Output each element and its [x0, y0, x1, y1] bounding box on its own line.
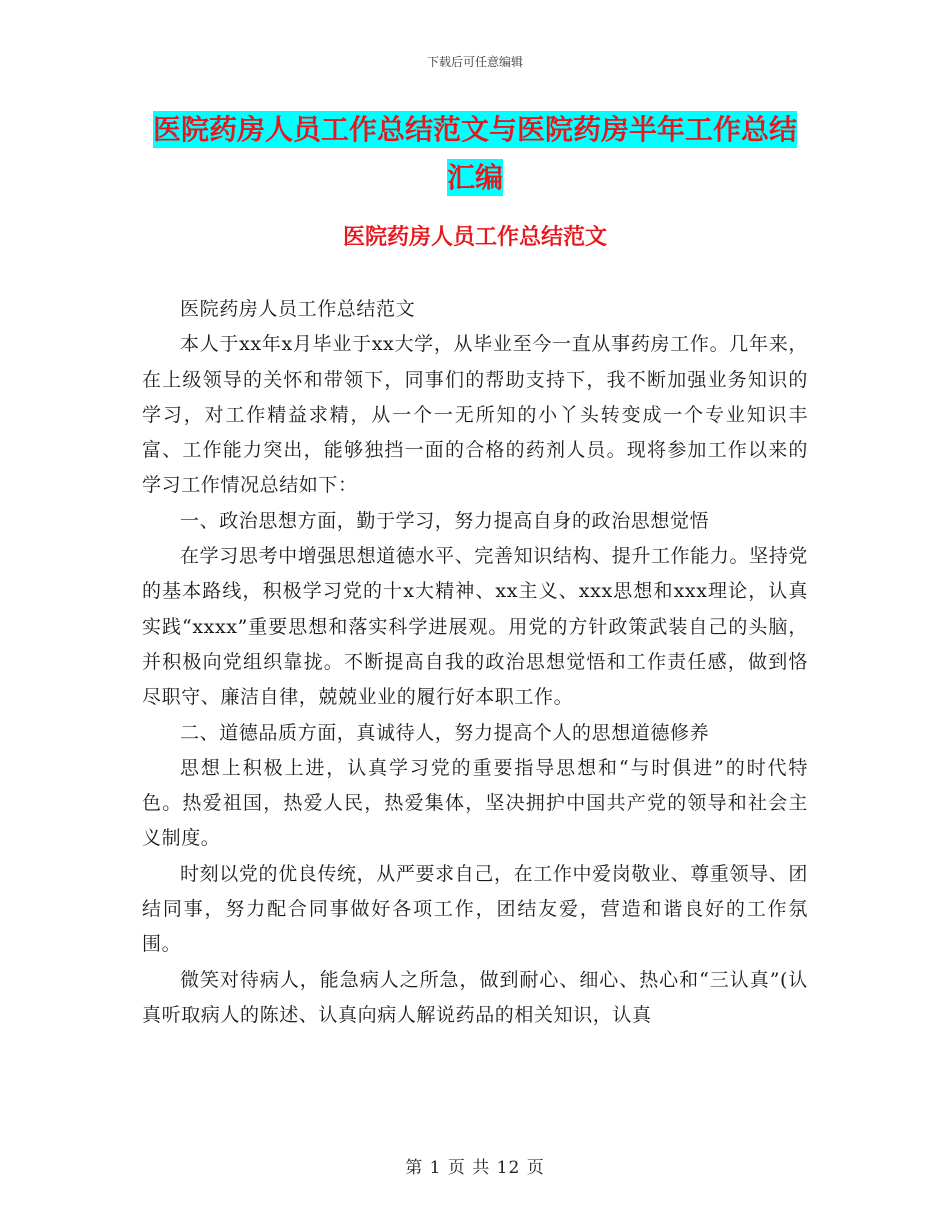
- body-paragraph: 思想上积极上进，认真学习党的重要指导思想和“与时俱进”的时代特色。热爱祖国，热爱人民，热爱集体，坚决拥护中国共产党的领导和社会主义制度。: [142, 756, 808, 850]
- document-title-line-1: 医院药房人员工作总结范文与医院药房半年工作总结: [152, 113, 797, 146]
- document-body: [142, 292, 808, 1033]
- header-note: 下载后可任意编辑: [426, 55, 523, 69]
- body-paragraph: 时刻以党的优良传统，从严要求自己，在工作中爱岗敬业、尊重领导、团结同事，努力配合同事做好各项工作，团结友爱，营造和谐良好的工作氛围。: [142, 862, 808, 956]
- document-title-line-2: 汇编: [446, 161, 503, 194]
- body-paragraph: 二、道德品质方面，真诚待人，努力提高个人的思想道德修养: [180, 721, 710, 744]
- body-paragraph: 微笑对待病人，能急病人之所急，做到耐心、细心、热心和“三认真”(认真听取病人的陈述、认真向病人解说药品的相关知识，认真: [142, 968, 808, 1026]
- body-paragraph: 一、政治思想方面，勤于学习，努力提高自身的政治思想觉悟: [180, 509, 710, 532]
- page-number: 第 1 页 共 12 页: [405, 1158, 545, 1178]
- document-title: [140, 106, 810, 202]
- body-paragraph: 本人于xx年x月毕业于xx大学，从毕业至今一直从事药房工作。几年来，在上级领导的关怀和带领下，同事们的帮助支持下，我不断加强业务知识的学习，对工作精益求精，从一个一无所知的小丫头转变成一个专业知识丰富、工作能力突出，能够独挡一面的合格的药剂人员。现将参加工作以来的学习工作情况总结如下：: [142, 333, 808, 497]
- body-paragraph: 医院药房人员工作总结范文: [180, 298, 416, 320]
- body-paragraph: 在学习思考中增强思想道德水平、完善知识结构、提升工作能力。坚持党的基本路线，积极学习党的十x大精神、xx主义、xxx思想和xxx理论，认真实践“xxxx”重要思想和落实科学进展观。用党的方针政策武装自己的头脑，并积极向党组织靠拢。不断提高自我的政治思想觉悟和工作责任感，做到恪尽职守、廉洁自律，兢兢业业的履行好本职工作。: [142, 545, 808, 709]
- section-title: 医院药房人员工作总结范文: [342, 225, 607, 250]
